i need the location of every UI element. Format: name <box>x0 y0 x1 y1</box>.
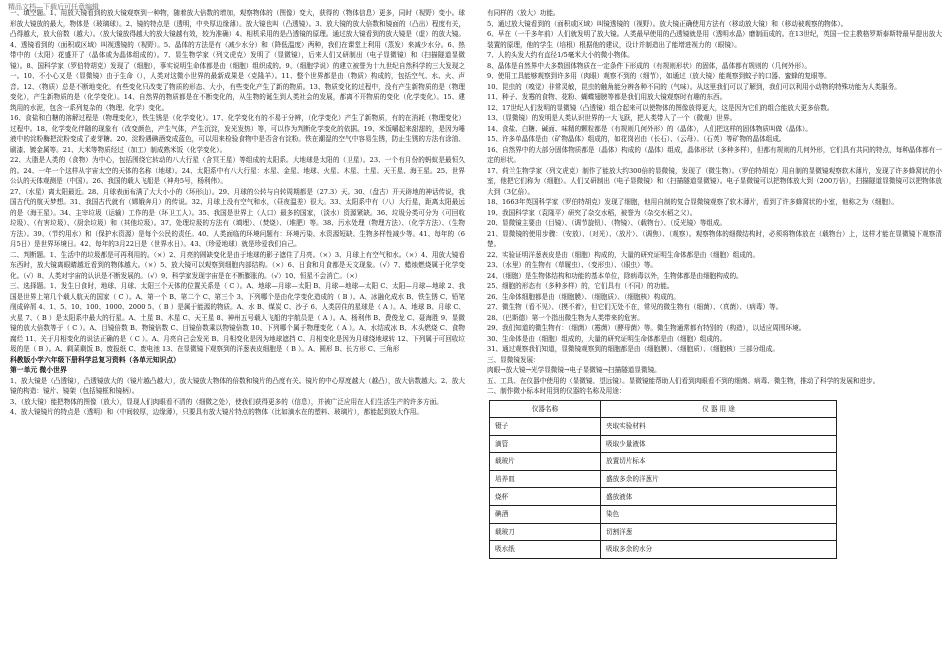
table-cell: 吸取少量液体 <box>601 435 837 453</box>
text-paragraph: 二、判断题。1、生活中的垃圾都是可再利用的。（×）2、月亮的圆缺变化是由于地球的影子遮住了月亮。（×）3、月球上有空气和水。（×）4、用放大镜看东西时，放大镜离眼睛越近看到的物体越大。（×）5、放大镜可以观察到细胞内部结构。（×）6、日食和月食都是天文现象。（√）7、蜡烛燃烧属于化学变化。（√）8、人类对宇宙的认识是不断发展的。（√）9、科学家发现宇宙是在不断膨胀的。（√）10、恒星不会消亡。（×） <box>10 250 465 280</box>
text-paragraph: 24、（细胞）是生物体结构和功能的基本单位，除病毒以外，生物体都是由细胞构成的。 <box>487 271 743 280</box>
text-paragraph: 1、放大镜是（凸透镜），凸透镜放大的（镜片越凸越大），放大镜放大物体的倍数和镜片的凸度有关。镜片的中心厚度越大（越凸），放大倍数越大。2、放大镜的构造：镜片、镜架（包括镜框和镜柄）。 <box>10 376 465 395</box>
text-paragraph: 31、通过观察我们知道，显微镜观察到的细胞都是由（细胞膜）、（细胞质）、（细胞核）三部分组成。 <box>487 345 779 353</box>
table-cell: 染色 <box>601 506 837 524</box>
text-paragraph: 6、早在（一千多年前）人们就发明了放大镜。人类最早使用的凸透镜就是用（透明水晶）磨制而成的。在13世纪，英国一位主教格罗斯泰斯特最早提出放大装置的原理，他的学生（培根）根据他的建议，设计并制造出了能增进视力的（眼镜）。 <box>487 30 942 49</box>
right-paragraphs <box>487 19 942 355</box>
table-cell: 碘酒 <box>490 506 601 524</box>
table-header-cell: 仪 器 用 途 <box>601 400 837 418</box>
table-cell: 吸取多余的水分 <box>601 541 837 559</box>
text-paragraph: 一、填空题。1、用放大镜看到的放大镜观察到一种物，随着放大倍数的增加，观察物体的（图像）变大，获得的（物体信息）更多，同时（视野）变小。球形放大镜放的最大，物体是（玻璃球）。2、镜的特点是（透明，中央厚边缘薄）。放大镜也叫（凸透镜）。3、放大镜的放大倍数和镜面的（凸出）程度有关，凸得越大，放大倍数（越大）。（放大镜放得越大的放大镜越有效，较为准确）4、相机采用的是凸透镜的原理。通过放大镜看到的放大镜是（虚）的放大镜。4、透镜看到的（面积或区域）叫视透镜的（视野）。5、晶体的方法是有（减少水分）和（降低温度）两种，我们在课堂上利用（蒸发）来减少水分。6、热带中的（太阳）花盛开了（晶体或为晶体组成的）。7、显生物学家（列文虎克）发明了（显微镜），后来人们又研制出（电子显微镜）和（扫描隧道显微镜）。8、国科学家（罗伯特胡克）发现了（细胞），事实说明生命体都是由（细胞）组织成的。9、（细胞学说）的建立被誉为十九世纪自然科学的三大发现之一。10、不小心又是（显微镜）由于生命（），人类对这微小世界的最新成果是（克隆羊）。11、整个世界都是由（物质）构成的，包括空气、水、火、声音。12、（物质）总是不断地变化，有些变化只改变了物质的形态、大小，有些变化产生了新的物质。13、物质变化的过程中，没有产生新物质的是（物理变化），产生新物质的是（化学变化）。14、自然界的物质都是在不断变化的，从生物的诞生到人类社会的发展，都离不开物质的变化（化学变化）。15、建筑用的水泥，包含一系列复杂的（物理、化学）变化。 <box>10 9 465 112</box>
text-paragraph: 14、食盐、白糖、碱面、味精的颗粒都是（有规则几何外形）的（晶体），人们把这样的固体物质叫做（晶体）。 <box>487 124 812 133</box>
table-row <box>490 488 837 506</box>
table-cell: 吸水纸 <box>490 541 601 559</box>
table-header-row <box>490 400 837 418</box>
document-watermark: 精品文档—下载后可任意编辑 <box>8 3 99 11</box>
table-row <box>490 506 837 524</box>
table-cell: 载玻刀 <box>490 523 601 541</box>
text-paragraph: 29、我们知道的微生物有：（细菌）（霉菌）（酵母菌）等。微生物通常都有特别的（构造），以适应周围环境。 <box>487 324 806 332</box>
table-row <box>490 523 837 541</box>
table-header-cell: 仪器名称 <box>490 400 601 418</box>
text-paragraph: 3、（放大镜）能把物体的图像（放大），显现人们肉眼看不清的（细微之处），使我们获得更多的（信息），并被广泛应用在人们生活生产的许多方面。 <box>10 397 443 406</box>
text-paragraph: 三、选择题。1、发生日食时，地球、月球、太阳三个天体的位置关系是（ C ）。A、地球—月球—太阳 B、月球—地球—太阳 C、太阳—月球—地球 2、我国是世界上第几个载人航天的国家（ C ）。A、第一个 B、第二个 C、第三个 3、下列哪个是由化学变化造成的（ B ）。A、冰融化成水 B、铁生锈 C、铅笔削成碎屑 4、1、5、10、100、1000、2000 5、（ B ）是属于能源的物质。A、水 B、煤炭 C、沙子 6、人类居住的星球是（ A ）。A、地球 B、月球 C、火星 7、（ B ）是太阳系中最大的行星。A、土星 B、木星 C、天王星 8、神州五号载人飞船的宇航员是（ A ）。A、杨利伟 B、费俊龙 C、聂海胜 9、显微镜的放大倍数等于（ C ）。A、目镜倍数 B、物镜倍数 C、目镜倍数乘以物镜倍数 10、下列哪个属于物理变化（ A ）。A、水结成冰 B、木头燃烧 C、食物腐烂 11、关于月相变化的说法正确的是（ C ）。A、月亮自己会发光 B、月相变化是因为地球遮挡 C、月相变化是因为月球绕地球转 12、下列属于可回收垃圾的是（ B ）。A、剩菜剩饭 B、废报纸 C、废电池 13、在显微镜下观察到的洋葱表皮细胞是（ B ）。A、圆形 B、长方形 C、三角形 <box>10 282 465 353</box>
section-heading: 三、显微镜发展： <box>487 355 540 364</box>
text-paragraph: 18、1663年英国科学家（罗伯特胡克）发现了细胞，他用自制的复合显微镜观察了软木薄片，看到了许多蜂窝状的小室，他称之为（细胞）。 <box>487 198 898 206</box>
text-paragraph: 22、大脂是人类的（食物）为中心，包括围绕它转动的八大行星（含冥王星）等组成的太阳系。大地球是太阳的（卫星）。23、一个有月份的蚂蚁是最恒久的。24、一年一个这样从宇宙太空的天体的名称（地球）。24、太阳系中有八大行星：水星、金星、地球、火星、木星、土星、天王星、海王星。25、世界公认的天体观测是（中国）。26、我国的载人飞船是（神舟5号，杨利伟）。 <box>10 156 465 185</box>
text-paragraph: 7、人的头发大约有直径1/5毫米大小的微小物体。 <box>487 51 634 59</box>
text-paragraph: 28、（巴斯德）第一个指出微生物为人类带来的危害。 <box>487 313 644 322</box>
text-paragraph: 9、使用工具能够观察到许多用（肉眼）观察不到的（细节），如通过（放大镜）能观察到蚊子的口器、蜜蜂的复眼等。 <box>487 72 831 80</box>
table-cell: 培养皿 <box>490 470 601 488</box>
table-cell: 盛放液体 <box>601 488 837 506</box>
text-paragraph: 有同样的（放大）功能。 <box>487 9 560 17</box>
text-paragraph: 27、微生物（看不见）、（摸不着），但它们无处不在，常见的微生物有（细菌）、（真菌）、（病毒）等。 <box>487 303 783 311</box>
text-paragraph: 5、通过放大镜看到的（面积或区域）叫镜透镜的（视野）。放大镜正确使用方法有（移动放大镜）和（移动被观察的物体）。 <box>487 19 848 28</box>
table-row <box>490 435 837 453</box>
table-cell: 切割洋葱 <box>601 523 837 541</box>
text-paragraph: 23、（水里）的生物有（草履虫）、（变形虫）、（眼虫）等。 <box>487 261 657 269</box>
table-cell: 滴管 <box>490 435 601 453</box>
text-paragraph: 20、显微镜主要由（目镜）、（调节旋钮）、（物镜）、（载物台）、（反光镜）等组成。 <box>487 219 727 227</box>
text-paragraph: 17、荷兰生物学家（列文虎克）制作了能放大约300倍的显微镜，发现了（微生物）。（罗伯特胡克）用自制的显微镜观察软木薄片，发现了许多蜂窝状的小室，他把它们称为（细胞）。人们又研制出（电子显微镜）和（扫描隧道显微镜）。电子显微镜可以把物体放大到（200万倍），扫描隧道显微镜可以把物体放大到（3亿倍）。 <box>487 166 942 196</box>
text-paragraph: 10、昆虫的（嗅觉）非常灵敏，昆虫的触角能分辨各种不同的（气味）。从这里我们可以了解到，我们可以利用小动物的特殊功能为人类服务。 <box>487 82 901 91</box>
text-paragraph: 五、工具、在仪器中使用的（显微镜、望远镜）。显微镜能帮助人们看到肉眼看不到的细菌、病毒、微生物，推动了科学的发展和进步。 <box>487 376 880 385</box>
text-paragraph: 27、（水星）离太阳最近。28、月球表面布满了大大小小的（环形山）。29、月球的公转与自转周期都是（27.3）天。30、（盘古）开天辟地的神话传说，我国古代的航天梦想。31、我国古代就有（嫦娥奔月）的传说。32、月球上没有空气和水，（昼夜温差）很大。33、太阳系中有（八）大行星，距离太阳最远的是（海王星）。34、主宰垃圾（运输）工作的是（环卫工人）。35、我国是世界上（人口）最多的国家，（淡水）资源紧缺。36、垃圾分类可分为（可回收垃圾）、（有害垃圾）、（厨余垃圾）和（其他垃圾）。37、处理垃圾的方法有（填埋）、（焚烧）、（堆肥）等。38、污水处理（物理方法）、（化学方法）、（生物方法）。39、（节约用水）和（保护水资源）是每个公民的责任。40、人类面临的环境问题有：环境污染、水资源短缺、生物多样性减少等。41、每年的（6月5日）是世界环境日。42、每年的3月22日是（世界水日）。43、（珍爱地球）就是珍爱我们自己。 <box>10 187 465 248</box>
table-cell: 载玻片 <box>490 453 601 471</box>
text-paragraph: 16、自然界中的大部分固体物质都是（晶体）构成的（晶体）组成，晶体形状（多种多样），但都有规则的几何外形，它们具有共同的特点，每种晶体都有一定的形状。 <box>487 145 942 164</box>
table-row <box>490 470 837 488</box>
table-cell: 夹取实验材料 <box>601 418 837 436</box>
table-row <box>490 541 837 559</box>
table-cell: 烧杯 <box>490 488 601 506</box>
instrument-table <box>489 400 837 559</box>
text-paragraph: 13、（显微镜）的发明是人类认识世界的一大飞跃，把人类带入了一个（微观）世界。 <box>487 114 737 122</box>
table-cell: 镊子 <box>490 418 601 436</box>
text-paragraph: 26、生命体细胞都是由（细胞膜）、（细胞质）、（细胞核）构成的。 <box>487 292 681 301</box>
text-paragraph: 30、生命体是由（细胞）组成的，大量的研究证明生命体都是由（细胞）组成的。 <box>487 334 727 343</box>
text-paragraph: 25、细胞的形态有（多种多样）的，它们具有（不同）的功能。 <box>487 282 674 290</box>
text-paragraph: 4、放大镜镜片的特点是（透明）和（中间较厚，边缘薄），只要具有放大镜片特点的物体（比如滴水在的塑料、玻璃片），都能起到放大作用。 <box>10 408 423 416</box>
text-paragraph: 16、食盐和白糖的溶解过程是（物理变化），铁生锈是（化学变化）。17、化学变化有的不易于分辨，（化学变化）产生了新物质，有的在消耗（物理变化）过程中。18、化学变化伴随的现象有（改变颜色，产生气体，产生沉淀，发光发热）等，可以作为判断化学变化的依据。19、米饭嚼起来甜甜的，是因为唾液中的淀粉酶把淀粉变成了麦芽糖。20、淀粉遇碘酒变成蓝色，可以用来检验食物中是否含有淀粉。铁在潮湿的空气中容易生锈，防止生锈的方法有涂油、刷漆、镀金属等。21、大米等物质经过（加工）制成熟米饭（化学变化）。 <box>10 114 465 154</box>
right-column <box>487 8 942 559</box>
text-paragraph: 15、许多单晶体是由（矿物晶体）组成的，如花岗岩由（长石）、（云母）、（石英）等矿物的晶体组成。 <box>487 135 786 143</box>
unit-title: 第一单元 微小世界 <box>10 366 67 374</box>
history-chain: 肉眼→放大镜→光学显微镜→电子显微镜→扫描隧道显微镜。 <box>487 366 661 374</box>
text-paragraph: 19、我国科学家（袁隆平）研究了杂交水稻，被誉为（杂交水稻之父）。 <box>487 208 697 217</box>
table-cell: 放置切片标本 <box>601 453 837 471</box>
text-paragraph: 21、显微镜的使用步骤：（安放）、（对光）、（放片）、（调焦）、（观察）。观察物体的细微结构时，必须将物体放在（载物台）上，这样才能在显微镜下观察清楚。 <box>487 229 942 248</box>
section-heading: 二、制作微小标本时用到的仪器的名称及用途： <box>487 387 626 395</box>
table-row <box>490 418 837 436</box>
table-cell: 盛放多余的洋葱片 <box>601 470 837 488</box>
text-paragraph: 12、17世纪人们发明的显微镜（凸透镜）组合起来可以使物体的图像放得更大，这是因为它们的组合能放大更多倍数。 <box>487 103 834 112</box>
document-heading: 科教版小学六年级下册科学总复习资料（各单元知识点） <box>10 355 180 364</box>
left-column <box>10 8 465 418</box>
text-paragraph: 11、种子、发霉的食物、花粉、蝴蝶翅膀等都是我们用放大镜观察时有趣的东西。 <box>487 93 727 101</box>
table-row <box>490 453 837 471</box>
text-paragraph: 8、晶体是自然界中大多数固体物质在一定条件下形成的（有规则形状）的固体，晶体都有规则的（几何外形）。 <box>487 61 811 70</box>
text-paragraph: 22、实验证明洋葱表皮是由（细胞）构成的，大量的研究证明生命体都是由（细胞）组成的。 <box>487 250 760 259</box>
